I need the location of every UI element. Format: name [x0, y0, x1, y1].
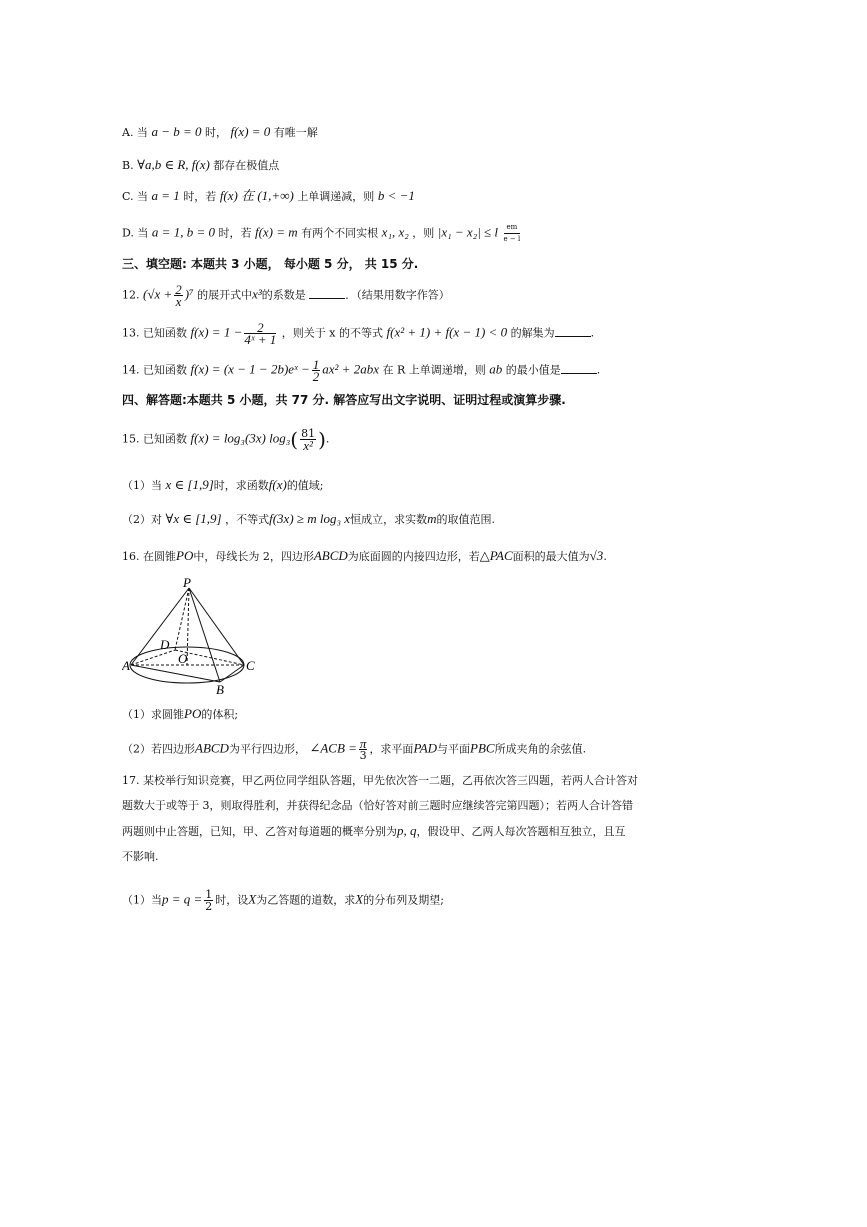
q16-pac: △PAC	[479, 548, 513, 563]
q12-text2: 的系数是	[261, 288, 306, 302]
label-d: D	[160, 637, 170, 652]
label-o: O	[178, 651, 188, 666]
q16-p2-frac-num: π	[359, 736, 367, 751]
q16-po: PO	[176, 548, 194, 563]
q14-term: ab	[489, 361, 503, 377]
q17-p1-pre: （1）当	[122, 893, 162, 907]
q12-fraction	[174, 284, 183, 307]
question-13	[122, 322, 594, 345]
q13-text1: ，则关于 x 的不等式	[281, 326, 383, 340]
q15-paren-left: (	[290, 427, 299, 452]
q14-fraction	[312, 359, 321, 382]
q14-end: .	[596, 363, 601, 377]
q17-p1-x: X	[248, 891, 257, 907]
q15-p2-mid: ，不等式	[225, 513, 270, 526]
q13-frac-num: 2	[244, 322, 276, 334]
q16-stem-mid2: 为底面圆的内接四边形，若	[347, 550, 480, 563]
option-b-tail: 都存在极值点	[213, 159, 280, 172]
q15-p2-expr: ∀x ∈ [1,9]	[165, 511, 222, 526]
option-d-mid: 时，若	[218, 226, 252, 240]
q16-p2-abcd: ABCD	[195, 740, 229, 756]
q17-l3-pre: 两题则中止答题，已知，甲、乙答对每道题的概率分别为	[122, 825, 397, 838]
q15-number: 15. 已知函数	[122, 432, 187, 446]
option-c	[122, 188, 415, 205]
q16-p2-pbc: PBC	[470, 740, 495, 756]
q17-line-1: 17. 某校举行知识竞赛，甲乙两位同学组队答题，甲先依次答一二题，乙再依次答三四题，若两人合计答对	[122, 774, 638, 787]
option-d-tail: 有两个不同实根	[301, 226, 379, 240]
cone-figure	[122, 578, 272, 698]
q15-part-1	[122, 477, 324, 494]
q16-stem-post: 面积的最大值为	[512, 550, 590, 563]
q14-frac-num: 1	[312, 357, 320, 372]
option-b-expr: ∀a,b ∈ R, f(x)	[137, 157, 210, 172]
q13-text2: 的解集为	[510, 326, 555, 340]
q17-p1-post: 的分布列及期望;	[363, 893, 444, 907]
q14-expr-pre: f(x) = (x − 1 − 2b)eˣ −	[190, 361, 310, 377]
edge-pb	[189, 588, 220, 682]
q16-part-2	[122, 738, 586, 761]
q16-stem-mid1: 中，母线长为 2，四边形	[193, 550, 314, 563]
q15-part-2	[122, 511, 495, 528]
option-c-label: C. 当	[122, 190, 149, 203]
q15-end: .	[325, 432, 330, 446]
option-d-frac-den: e − l	[503, 235, 521, 243]
label-a: A	[122, 658, 130, 673]
section-3-heading: 三、填空题: 本题共 3 小题， 每小题 5 分， 共 15 分.	[122, 257, 419, 271]
q17-p1-expr: p = q =	[162, 891, 203, 907]
option-a-condition: a − b = 0	[151, 124, 202, 139]
q16-p2-pad: PAD	[413, 740, 438, 756]
option-d-label: D. 当	[122, 226, 149, 240]
q15-p1-expr: x ∈ [1,9]	[165, 477, 214, 492]
q15-frac-num: 81	[301, 427, 316, 440]
q15-frac-den: x²	[303, 438, 313, 453]
q17-p1-frac-den: 2	[205, 900, 213, 913]
option-c-tail: 上单调递减，则	[297, 190, 375, 203]
q12-frac-num: 2	[175, 282, 182, 297]
q15-p2-end: 的取值范围.	[436, 513, 495, 526]
q12-note: ．（结果用数字作答）	[345, 288, 450, 302]
q15-fraction	[300, 428, 316, 451]
q16-p2-frac-den: 3	[359, 749, 367, 762]
q12-text1: 的展开式中	[197, 288, 253, 302]
q17-p1-x2: X	[355, 891, 364, 907]
q17-line-3	[122, 820, 750, 842]
q14-text2: 的最小值是	[505, 363, 561, 377]
q16-max-value: √3	[589, 548, 604, 563]
label-p: P	[183, 578, 191, 590]
option-d-fraction	[504, 222, 521, 245]
option-d-roots: x₁, x₂	[381, 224, 409, 240]
option-c-result: b < −1	[377, 188, 415, 203]
option-a-mid: 时，	[204, 126, 227, 139]
q17-part-1	[122, 889, 444, 912]
option-a-label: A. 当	[122, 126, 148, 139]
option-b	[122, 157, 279, 174]
option-d	[122, 222, 522, 245]
option-b-label: B.	[122, 159, 134, 172]
q15-p1-mid: 时，求函数	[213, 479, 269, 492]
q17-p1-mid: 时，设	[215, 893, 249, 907]
q15-p1-fx: f(x)	[268, 477, 287, 492]
option-a	[122, 124, 318, 141]
q12-expr-post: )⁷	[184, 286, 194, 302]
q14-expr-post: ax² + 2abx	[322, 361, 379, 377]
q14-text1: 在 R 上单调递增，则	[382, 363, 486, 377]
q13-expr-pre: f(x) = 1 −	[190, 324, 243, 340]
q14-answer-blank[interactable]	[561, 373, 597, 374]
q13-frac-den: 4ˣ + 1	[244, 332, 277, 347]
q15-p1-post: 的值域;	[286, 479, 324, 492]
question-14	[122, 359, 600, 382]
edge-bc	[220, 665, 244, 682]
q13-inequality: f(x² + 1) + f(x − 1) < 0	[386, 324, 508, 340]
option-d-expr: f(x) = m	[254, 224, 298, 240]
q17-p1-frac-num: 1	[205, 888, 213, 901]
q14-frac-den: 2	[312, 369, 320, 384]
q17-l3-post: ，假设甲、乙两人每次答题相互独立，且互	[416, 825, 626, 838]
q13-number: 13. 已知函数	[122, 326, 187, 340]
q16-p1-po: PO	[184, 706, 202, 721]
q14-number: 14. 已知函数	[122, 363, 187, 377]
q16-abcd: ABCD	[313, 548, 348, 563]
question-16	[122, 548, 607, 565]
question-12	[122, 284, 450, 307]
q16-p2-mid: 为平行四边形，	[228, 742, 306, 756]
q17-line-4: 不影响.	[122, 850, 159, 863]
q13-answer-blank[interactable]	[555, 336, 591, 337]
q15-p2-m: m	[427, 511, 437, 526]
option-a-tail: 有唯一解	[273, 126, 318, 139]
q16-p2-pre: （2）若四边形	[122, 742, 195, 756]
option-c-condition: a = 1	[151, 188, 180, 203]
option-c-mid: 时，若	[183, 190, 217, 203]
edge-pc	[189, 588, 244, 665]
q16-p2-post: 所成夹角的余弦值.	[494, 742, 587, 756]
edge-ab	[131, 665, 220, 682]
q12-answer-blank[interactable]	[309, 298, 345, 299]
label-b: B	[216, 682, 224, 697]
q17-line-2: 题数大于或等于 3，则取得胜利，并获得纪念品（恰好答对前三题时应继续答完第四题）；若两人合计答错	[122, 799, 633, 812]
option-d-condition: a = 1, b = 0	[151, 224, 215, 240]
edge-ad	[131, 650, 175, 665]
q12-number: 12.	[122, 288, 140, 302]
label-c: C	[246, 658, 255, 673]
section-4-heading: 四、解答题:本题共 5 小题，共 77 分. 解答应写出文字说明、证明过程或演算步骤.	[122, 393, 566, 407]
option-d-frac-num: em	[504, 222, 521, 234]
q16-p1-post: 的体积;	[201, 708, 239, 721]
q12-frac-den: x	[175, 294, 182, 309]
q15-expr-pre: f(x) = log₃(3x) log₃	[190, 430, 291, 446]
q15-p2-inequality: f(3x) ≥ m log₃ x	[269, 511, 351, 526]
q15-paren-right: )	[318, 427, 326, 452]
option-d-then: ，则	[412, 226, 435, 240]
q17-pq: p, q	[397, 823, 417, 838]
q16-p2-mid3: 与平面	[437, 742, 471, 756]
q15-p2-pre: （2）对	[122, 513, 162, 526]
q16-p2-fraction	[359, 738, 368, 761]
option-c-expr: f(x) 在 (1,+∞)	[219, 188, 294, 203]
q12-term: x³	[252, 286, 262, 302]
question-15	[122, 428, 329, 451]
q13-end: .	[590, 326, 595, 340]
q16-p2-mid2: ，求平面	[369, 742, 414, 756]
q16-stem-pre: 16. 在圆锥	[122, 550, 176, 563]
q17-p1-mid2: 为乙答题的道数，求	[256, 893, 356, 907]
q16-p2-angle: ∠ACB =	[309, 740, 357, 756]
q15-p1-pre: （1）当	[122, 479, 162, 492]
option-a-expr: f(x) = 0	[230, 124, 271, 139]
q15-p2-post: 恒成立，求实数	[350, 513, 428, 526]
q12-expr-pre: (√x +	[143, 286, 173, 302]
q16-p1-pre: （1）求圆锥	[122, 708, 184, 721]
option-d-result: |x₁ − x₂| ≤ l	[437, 224, 499, 240]
q16-stem-end: .	[603, 550, 607, 563]
q17-p1-fraction	[204, 889, 213, 912]
question-17	[122, 770, 750, 867]
q13-fraction	[244, 322, 276, 345]
q16-part-1	[122, 706, 238, 723]
